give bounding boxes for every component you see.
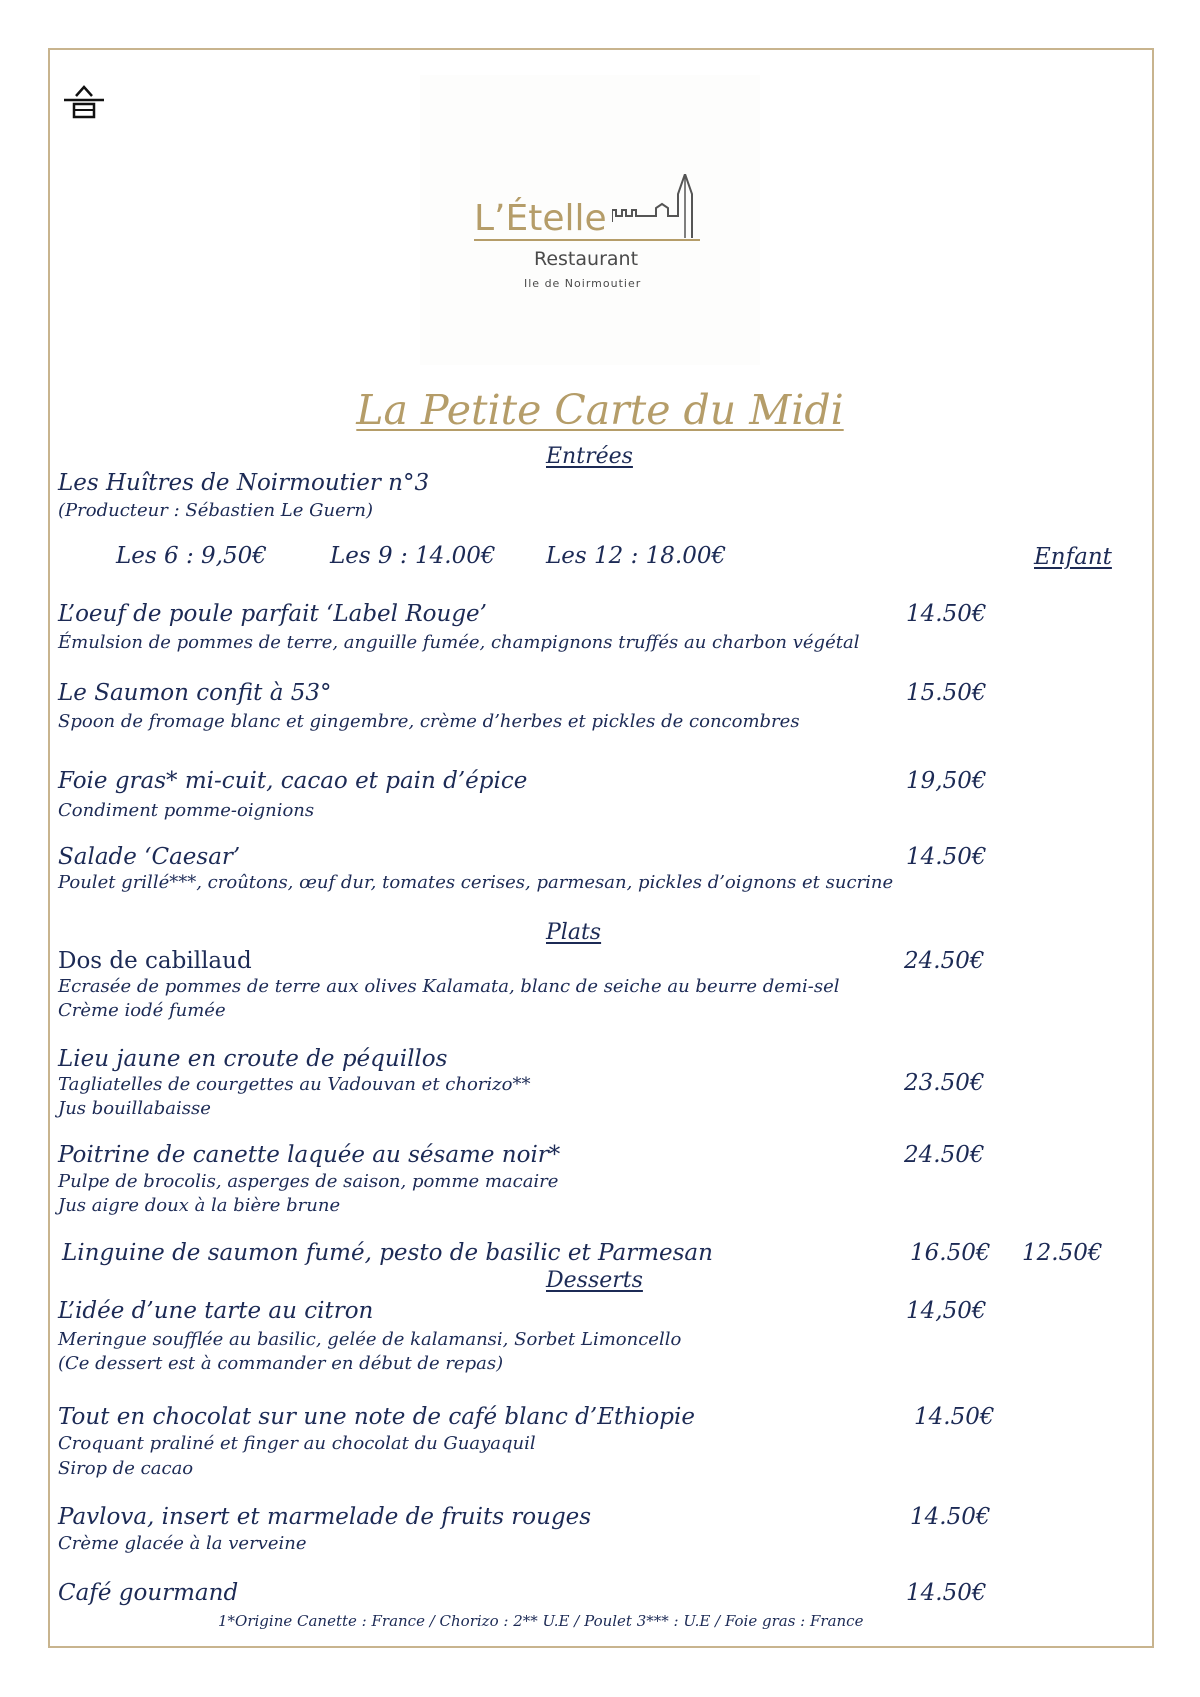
enfant-column-label: Enfant (1034, 544, 1112, 570)
oysters-name: Les Huîtres de Noirmoutier n°3 (58, 470, 430, 496)
logo-location: Ile de Noirmoutier (524, 277, 642, 290)
plat-name: Lieu jaune en croute de péquillos (58, 1046, 448, 1072)
logo-name: L’Ételle (474, 198, 607, 239)
entree-price: 19,50€ (906, 768, 987, 794)
home-icon (62, 84, 106, 120)
entree-desc: Poulet grillé***, croûtons, œuf dur, tomates cerises, parmesan, pickles d’oignons et sucrine (58, 872, 894, 893)
section-plats: Plats (546, 920, 602, 945)
dessert-name: Café gourmand (58, 1580, 239, 1606)
entree-desc: Condiment pomme-oignions (58, 800, 315, 821)
section-desserts: Desserts (546, 1268, 643, 1293)
menu-title: La Petite Carte du Midi (356, 386, 844, 434)
oysters-price-9: Les 9 : 14.00€ (330, 543, 496, 569)
entree-desc: Spoon de fromage blanc et gingembre, crème d’herbes et pickles de concombres (58, 711, 800, 732)
dessert-desc: Croquant praliné et finger au chocolat du Guayaquil (58, 1433, 536, 1454)
logo-subtitle: Restaurant (534, 248, 639, 270)
plat-name: Linguine de saumon fumé, pesto de basilic et Parmesan (62, 1240, 713, 1266)
plat-price: 24.50€ (904, 948, 985, 974)
plat-desc: Tagliatelles de courgettes au Vadouvan et chorizo** (58, 1074, 531, 1095)
entree-name: Salade ‘Caesar’ (58, 844, 241, 870)
entree-name: L’oeuf de poule parfait ‘Label Rouge’ (58, 601, 487, 627)
dessert-desc: Sirop de cacao (58, 1458, 194, 1479)
plat-desc: Jus bouillabaisse (58, 1098, 211, 1119)
logo-underline (474, 239, 700, 241)
plat-price: 16.50€ (910, 1240, 991, 1266)
plat-price: 23.50€ (904, 1070, 985, 1096)
section-entrees: Entrées (546, 444, 633, 469)
dessert-price: 14.50€ (910, 1504, 991, 1530)
plat-desc: Pulpe de brocolis, asperges de saison, pomme macaire (58, 1171, 559, 1192)
entree-desc: Émulsion de pommes de terre, anguille fumée, champignons truffés au charbon végétal (58, 632, 860, 653)
plat-name: Dos de cabillaud (58, 948, 252, 974)
entree-price: 14.50€ (906, 844, 987, 870)
plat-desc: Ecrasée de pommes de terre aux olives Kalamata, blanc de seiche au beurre demi-sel (58, 976, 840, 997)
dessert-name: L’idée d’une tarte au citron (58, 1298, 374, 1324)
castle-icon (612, 174, 704, 242)
oysters-price-6: Les 6 : 9,50€ (116, 543, 267, 569)
plat-price-child: 12.50€ (1022, 1240, 1103, 1266)
dessert-desc: Crème glacée à la verveine (58, 1533, 307, 1554)
entree-name: Le Saumon confit à 53° (58, 680, 332, 706)
entree-name: Foie gras* mi-cuit, cacao et pain d’épice (58, 768, 528, 794)
dessert-name: Tout en chocolat sur une note de café blanc d’Ethiopie (58, 1404, 695, 1430)
entree-price: 15.50€ (906, 680, 987, 706)
dessert-price: 14.50€ (906, 1580, 987, 1606)
dessert-desc: (Ce dessert est à commander en début de repas) (58, 1353, 504, 1374)
plat-name: Poitrine de canette laquée au sésame noir* (58, 1142, 561, 1168)
plat-desc: Jus aigre doux à la bière brune (58, 1195, 341, 1216)
dessert-desc: Meringue soufflée au basilic, gelée de kalamansi, Sorbet Limoncello (58, 1329, 682, 1350)
origin-footnote: 1*Origine Canette : France / Chorizo : 2** U.E / Poulet 3*** : U.E / Foie gras : France (218, 1612, 864, 1630)
oysters-price-12: Les 12 : 18.00€ (546, 543, 727, 569)
plat-desc: Crème iodé fumée (58, 1000, 226, 1021)
dessert-name: Pavlova, insert et marmelade de fruits rouges (58, 1504, 592, 1530)
dessert-price: 14.50€ (914, 1404, 995, 1430)
entree-price: 14.50€ (906, 601, 987, 627)
oysters-producer: (Producteur : Sébastien Le Guern) (58, 500, 373, 521)
plat-price: 24.50€ (904, 1142, 985, 1168)
dessert-price: 14,50€ (906, 1298, 987, 1324)
